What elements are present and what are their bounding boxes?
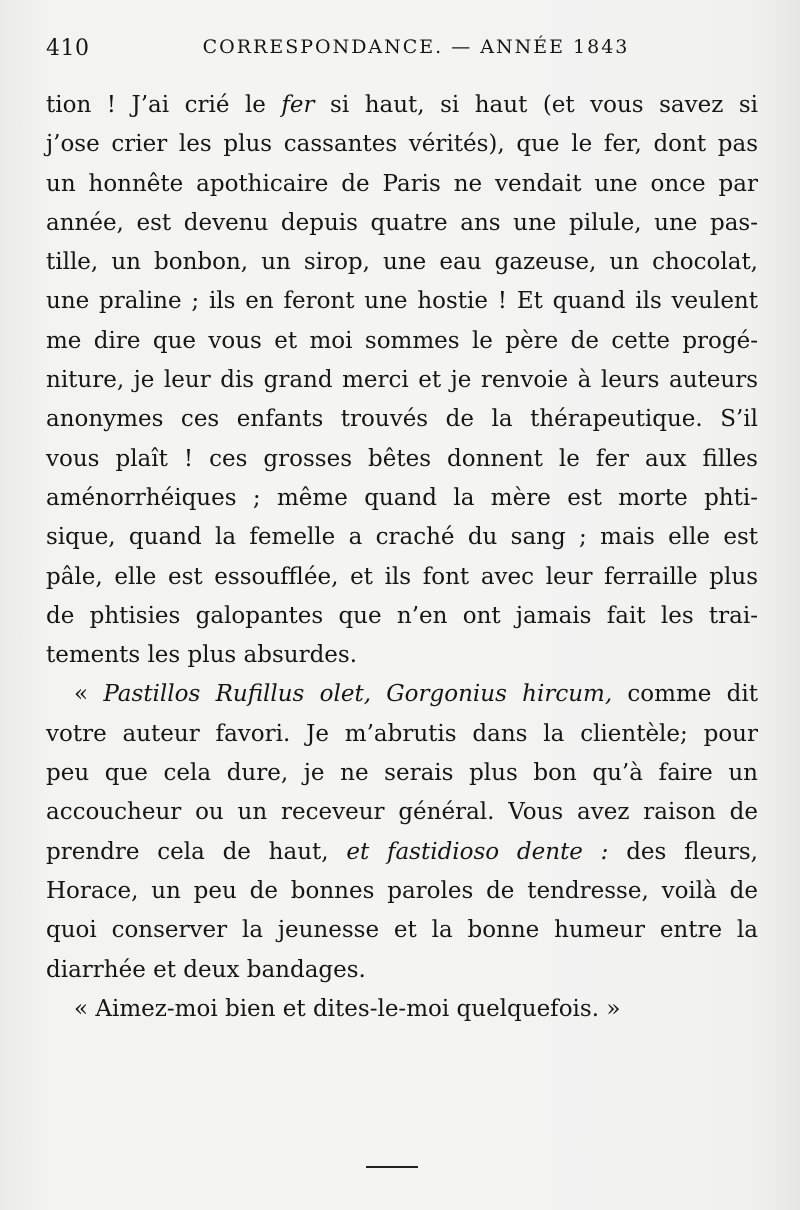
text-line: peu que cela dure, je ne serais plus bon qu’à faire un <box>46 760 758 787</box>
page-number: 410 <box>46 36 90 61</box>
text-line: tille, un bonbon, un sirop, une eau gazeuse, un chocolat, <box>46 249 758 276</box>
text-line: Horace, un peu de bonnes paroles de tendresse, voilà de <box>46 877 758 904</box>
end-rule <box>366 1166 418 1168</box>
text-line: niture, je leur dis grand merci et je renvoie à leurs auteurs <box>46 367 758 394</box>
paragraph-end-line: tements les plus absurdes. <box>46 642 358 669</box>
text-line: année, est devenu depuis quatre ans une pilule, une pas- <box>46 209 758 236</box>
paragraph-end-line: diarrhée et deux bandages. <box>46 956 366 983</box>
text-line: tion ! J’ai crié le fer si haut, si haut (et vous savez si <box>46 92 758 118</box>
text-line: « Pastillos Rufillus olet, Gorgonius hircum, comme dit <box>74 681 758 708</box>
letter-body <box>46 86 758 1029</box>
text-line: un honnête apothicaire de Paris ne vendait une once par <box>46 170 758 197</box>
text-line: sique, quand la femelle a craché du sang ; mais elle est <box>46 524 758 551</box>
running-head: CORRESPONDANCE. — ANNÉE 1843 <box>202 36 630 58</box>
text-line: accoucheur ou un receveur général. Vous avez raison de <box>46 799 758 826</box>
text-line: de phtisies galopantes que n’en ont jamais fait les trai- <box>46 602 758 629</box>
text-line: vous plaît ! ces grosses bêtes donnent le fer aux filles <box>46 445 758 472</box>
text-line: votre auteur favori. Je m’abrutis dans la clientèle; pour <box>46 720 758 747</box>
text-line: me dire que vous et moi sommes le père de cette progé- <box>46 327 758 354</box>
text-line: anonymes ces enfants trouvés de la thérapeutique. S’il <box>46 406 758 433</box>
text-line: une praline ; ils en feront une hostie ! Et quand ils veulent <box>46 288 758 315</box>
text-line: prendre cela de haut, et fastidioso dente : des fleurs, <box>46 838 758 865</box>
closing-line: « Aimez-moi bien et dites-le-moi quelquefois. » <box>74 995 621 1022</box>
text-line: j’ose crier les plus cassantes vérités), que le fer, dont pas <box>46 131 758 158</box>
text-line: quoi conserver la jeunesse et la bonne humeur entre la <box>46 917 758 944</box>
text-line: pâle, elle est essoufflée, et ils font avec leur ferraille plus <box>46 563 758 590</box>
page-header <box>46 36 756 66</box>
text-line: aménorrhéiques ; même quand la mère est morte phti- <box>46 484 758 511</box>
